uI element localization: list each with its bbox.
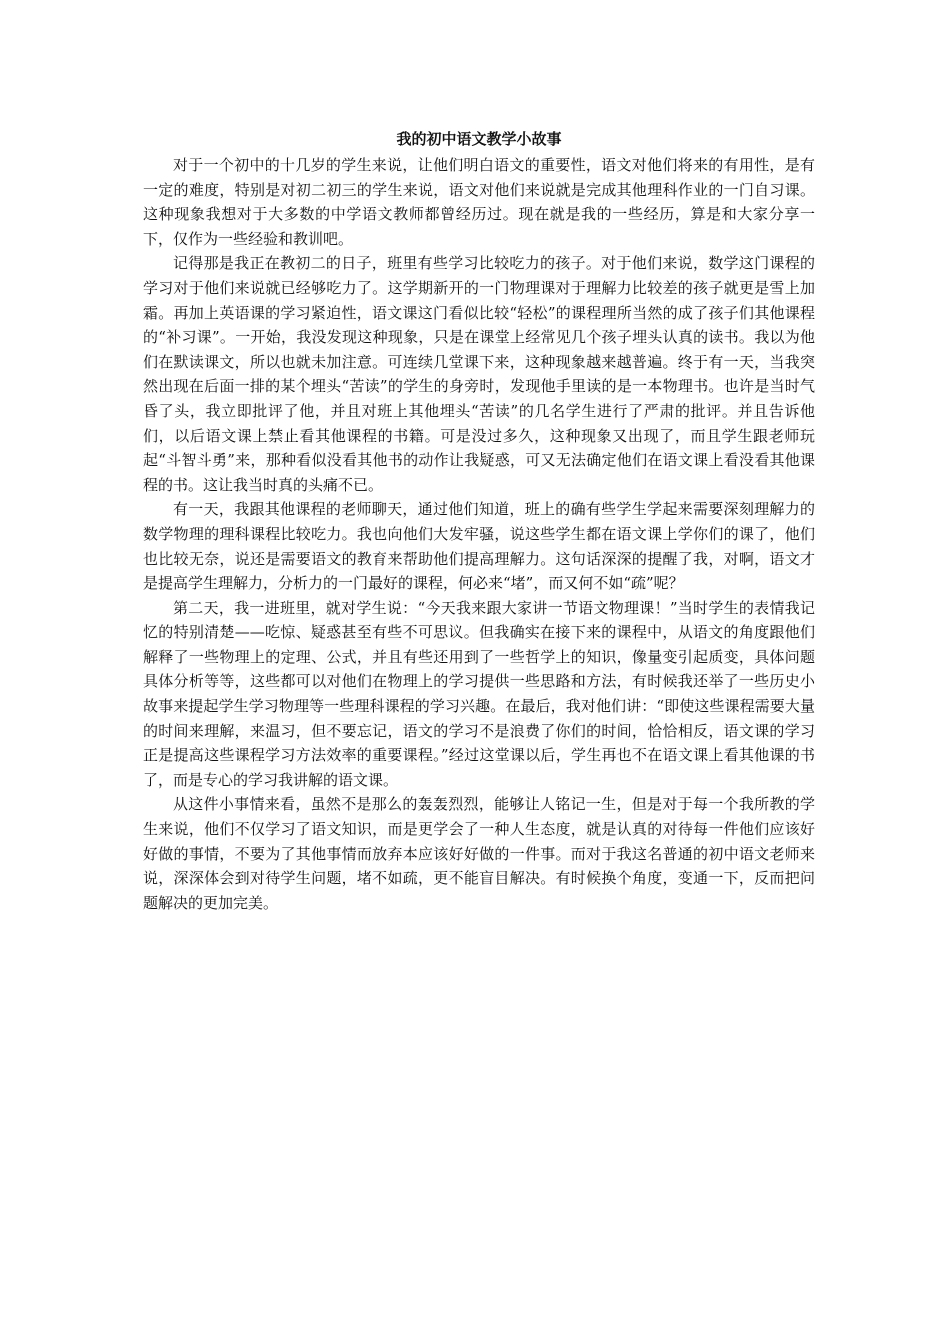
document-title: 我的初中语文教学小故事 <box>396 130 562 148</box>
paragraph-3: 有一天，我跟其他课程的老师聊天，通过他们知道，班上的确有些学生学起来需要深刻理解力的数学物理的理科课程比较吃力。我也向他们大发牢骚，说这些学生都在语文课上学你们的课了，他们也比较无奈，说还是需要语文的教育来帮助他们提高理解力。这句话深深的提醒了我，对啊，语文才是提高学生理解力，分析力的一门最好的课程，何必来“堵”，而又何不如“疏”呢？ <box>143 500 815 593</box>
paragraph-4: 第二天，我一进班里，就对学生说：“今天我来跟大家讲一节语文物理课！”当时学生的表情我记忆的特别清楚——吃惊、疑惑甚至有些不可思议。但我确实在接下来的课程中，从语文的角度跟他们解释了一些物理上的定理、公式，并且有些还用到了一些哲学上的知识，像量变引起质变，具体问题具体分析等等，这些都可以对他们在物理上的学习提供一些思路和方法，有时候我还举了一些历史小故事来提起学生学习物理等一些理科课程的学习兴趣。在最后，我对他们讲：“即使这些课程需要大量的时间来理解，来温习，但不要忘记，语文的学习不是浪费了你们的时间，恰恰相反，语文课的学习正是提高这些课程学习方法效率的重要课程。”经过这堂课以后，学生再也不在语文课上看其他课的书了，而是专心的学习我讲解的语文课。 <box>143 598 815 789</box>
paragraph-2: 记得那是我正在教初二的日子，班里有些学习比较吃力的孩子。对于他们来说，数学这门课程的学习对于他们来说就已经够吃力了。这学期新开的一门物理课对于理解力比较差的孩子就更是雪上加霜。再加上英语课的学习紧迫性，语文课这门看似比较“轻松”的课程理所当然的成了孩子们其他课程的“补习课”。一开始，我没发现这种现象，只是在课堂上经常见几个孩子埋头认真的读书。我以为他们在默读课文，所以也就未加注意。可连续几堂课下来，这种现象越来越普遍。终于有一天，当我突然出现在后面一排的某个埋头“苦读”的学生的身旁时，发现他手里读的是一本物理书。也许是当时气昏了头，我立即批评了他，并且对班上其他埋头“苦读”的几名学生进行了严肃的批评。并且告诉他们，以后语文课上禁止看其他课程的书籍。可是没过多久，这种现象又出现了，而且学生跟老师玩起“斗智斗勇”来，那种看似没看其他书的动作让我疑惑，可又无法确定他们在语文课上看没看其他课程的书。这让我当时真的头痛不已。 <box>143 254 815 494</box>
document-page <box>143 128 815 915</box>
paragraph-1: 对于一个初中的十几岁的学生来说，让他们明白语文的重要性，语文对他们将来的有用性，是有一定的难度，特别是对初二初三的学生来说，语文对他们来说就是完成其他理科作业的一门自习课。这种现象我想对于大多数的中学语文教师都曾经历过。现在就是我的一些经历，算是和大家分享一下，仅作为一些经验和教训吧。 <box>143 156 815 248</box>
paragraph-5: 从这件小事情来看，虽然不是那么的轰轰烈烈，能够让人铭记一生，但是对于每一个我所教的学生来说，他们不仅学习了语文知识，而是更学会了一种人生态度，就是认真的对待每一件他们应该好好做的事情，不要为了其他事情而放弃本应该好好做的一件事。而对于我这名普通的初中语文老师来说，深深体会到对待学生问题，堵不如疏，更不能盲目解决。有时候换个角度，变通一下，反而把问题解决的更加完美。 <box>143 795 815 912</box>
